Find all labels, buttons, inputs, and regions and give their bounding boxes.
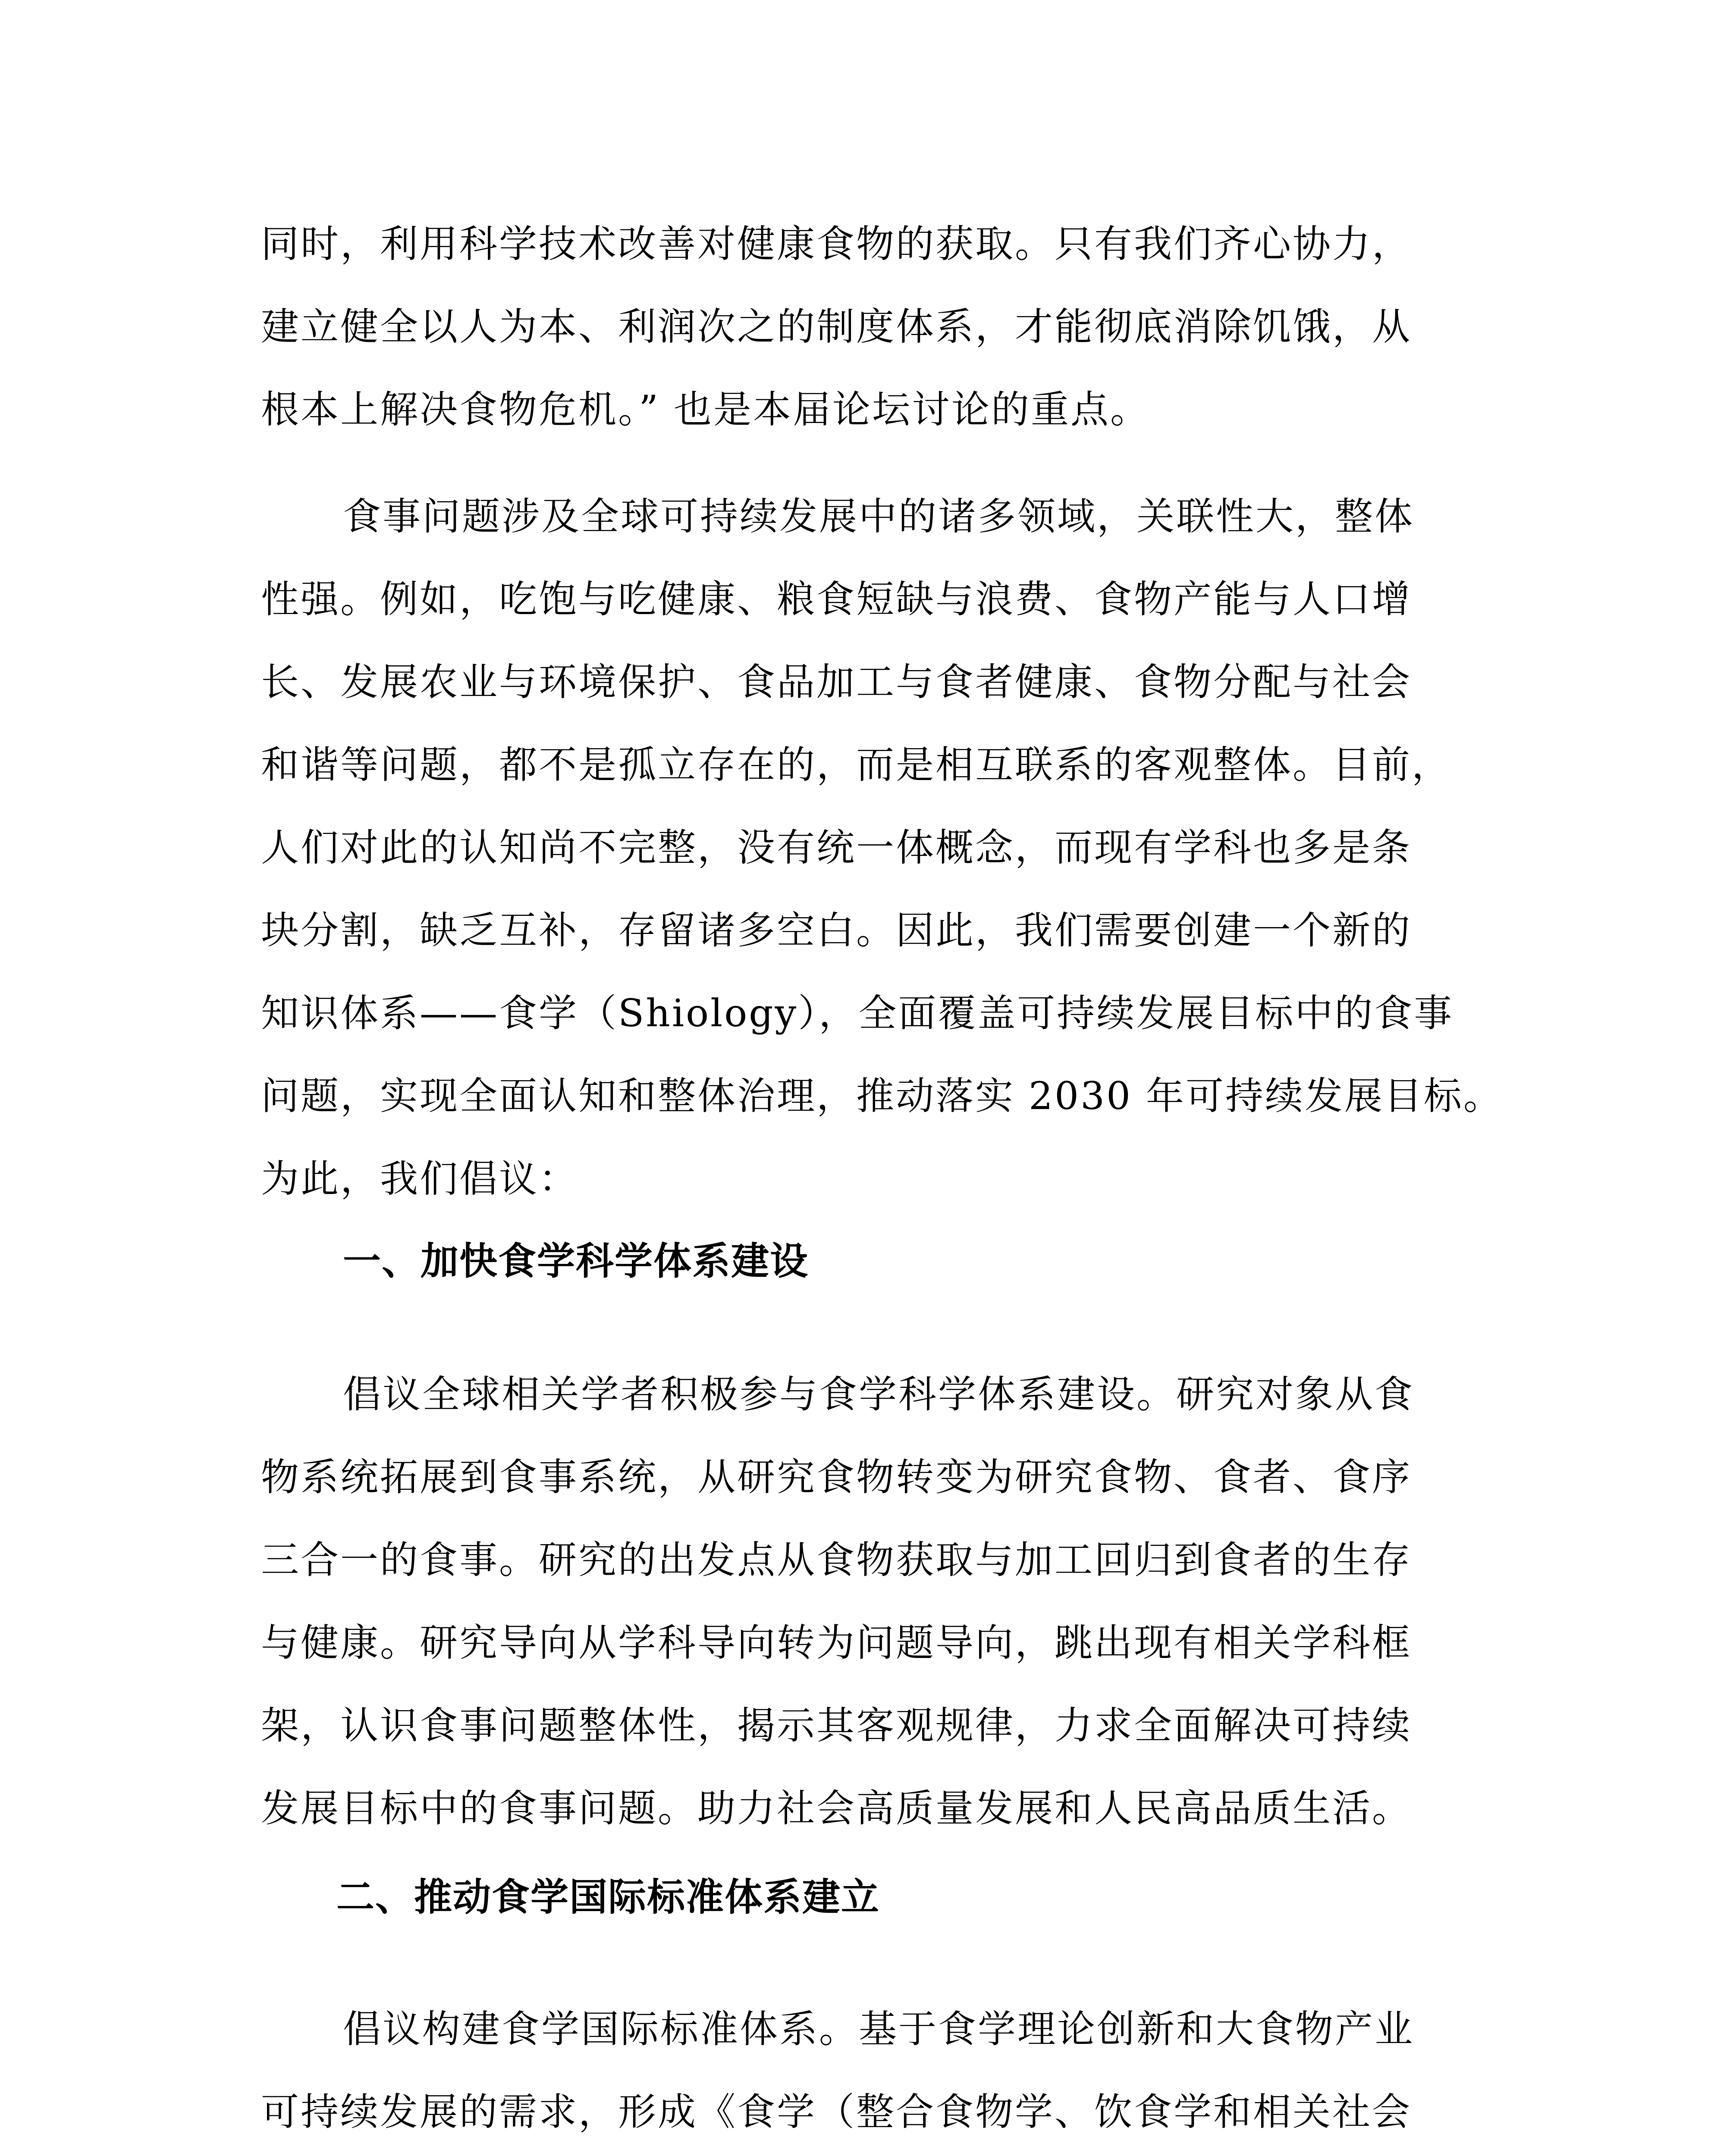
paragraph-line: 长、发展农业与环境保护、食品加工与食者健康、食物分配与社会: [261, 660, 1412, 704]
paragraph-line: 建立健全以人为本、利润次之的制度体系，才能彻底消除饥饿，从: [261, 304, 1412, 349]
paragraph-line: 问题，实现全面认知和整体治理，推动落实 2030 年可持续发展目标。: [261, 1074, 1503, 1118]
paragraph-line: 与健康。研究导向从学科导向转为问题导向，跳出现有相关学科框: [261, 1620, 1412, 1665]
paragraph-line: 三合一的食事。研究的出发点从食物获取与加工回归到食者的生存: [261, 1538, 1412, 1582]
paragraph-line: 倡议构建食学国际标准体系。基于食学理论创新和大食物产业: [343, 2007, 1415, 2051]
paragraph-line: 知识体系——食学（Shiology），全面覆盖可持续发展目标中的食事: [261, 991, 1454, 1035]
paragraph-line: 同时，利用科学技术改善对健康食物的获取。只有我们齐心协力，: [261, 222, 1412, 266]
paragraph-1: [261, 203, 1469, 451]
paragraph-line: 发展目标中的食事问题。助力社会高质量发展和人民高品质生活。: [261, 1786, 1412, 1830]
paragraph-line: 人们对此的认知尚不完整，没有统一体概念，而现有学科也多是条: [261, 825, 1412, 870]
paragraph-line: 可持续发展的需求，形成《食学（整合食物学、饮食学和相关社会: [261, 2090, 1412, 2134]
paragraph-line: 架，认识食事问题整体性，揭示其客观规律，力求全面解决可持续: [261, 1703, 1412, 1748]
paragraph-line: 物系统拓展到食事系统，从研究食物转变为研究食物、食者、食序: [261, 1455, 1412, 1499]
section-heading-2: 二、推动食学国际标准体系建立: [336, 1875, 880, 1919]
section-heading-1: 一、加快食学科学体系建设: [343, 1239, 809, 1283]
paragraph-3: [261, 1353, 1469, 1850]
paragraph-line: [261, 2153, 1469, 2156]
paragraph-line: 根本上解决食物危机。” 也是本届论坛讨论的重点。: [261, 387, 1150, 432]
paragraph-line: 为此，我们倡议：: [261, 1156, 579, 1201]
paragraph-2: [261, 475, 1503, 1220]
paragraph-line: 和谐等问题，都不是孤立存在的，而是相互联系的客观整体。目前，: [261, 743, 1452, 787]
paragraph-line: 块分割，缺乏互补，存留诸多空白。因此，我们需要创建一个新的: [261, 908, 1412, 953]
paragraph-4: [261, 1988, 1469, 2156]
paragraph-line: 性强。例如，吃饱与吃健康、粮食短缺与浪费、食物产能与人口增: [261, 577, 1412, 621]
paragraph-line: 倡议全球相关学者积极参与食学科学体系建设。研究对象从食: [343, 1372, 1415, 1416]
paragraph-line: 食事问题涉及全球可持续发展中的诸多领域，关联性大，整体: [343, 494, 1415, 539]
